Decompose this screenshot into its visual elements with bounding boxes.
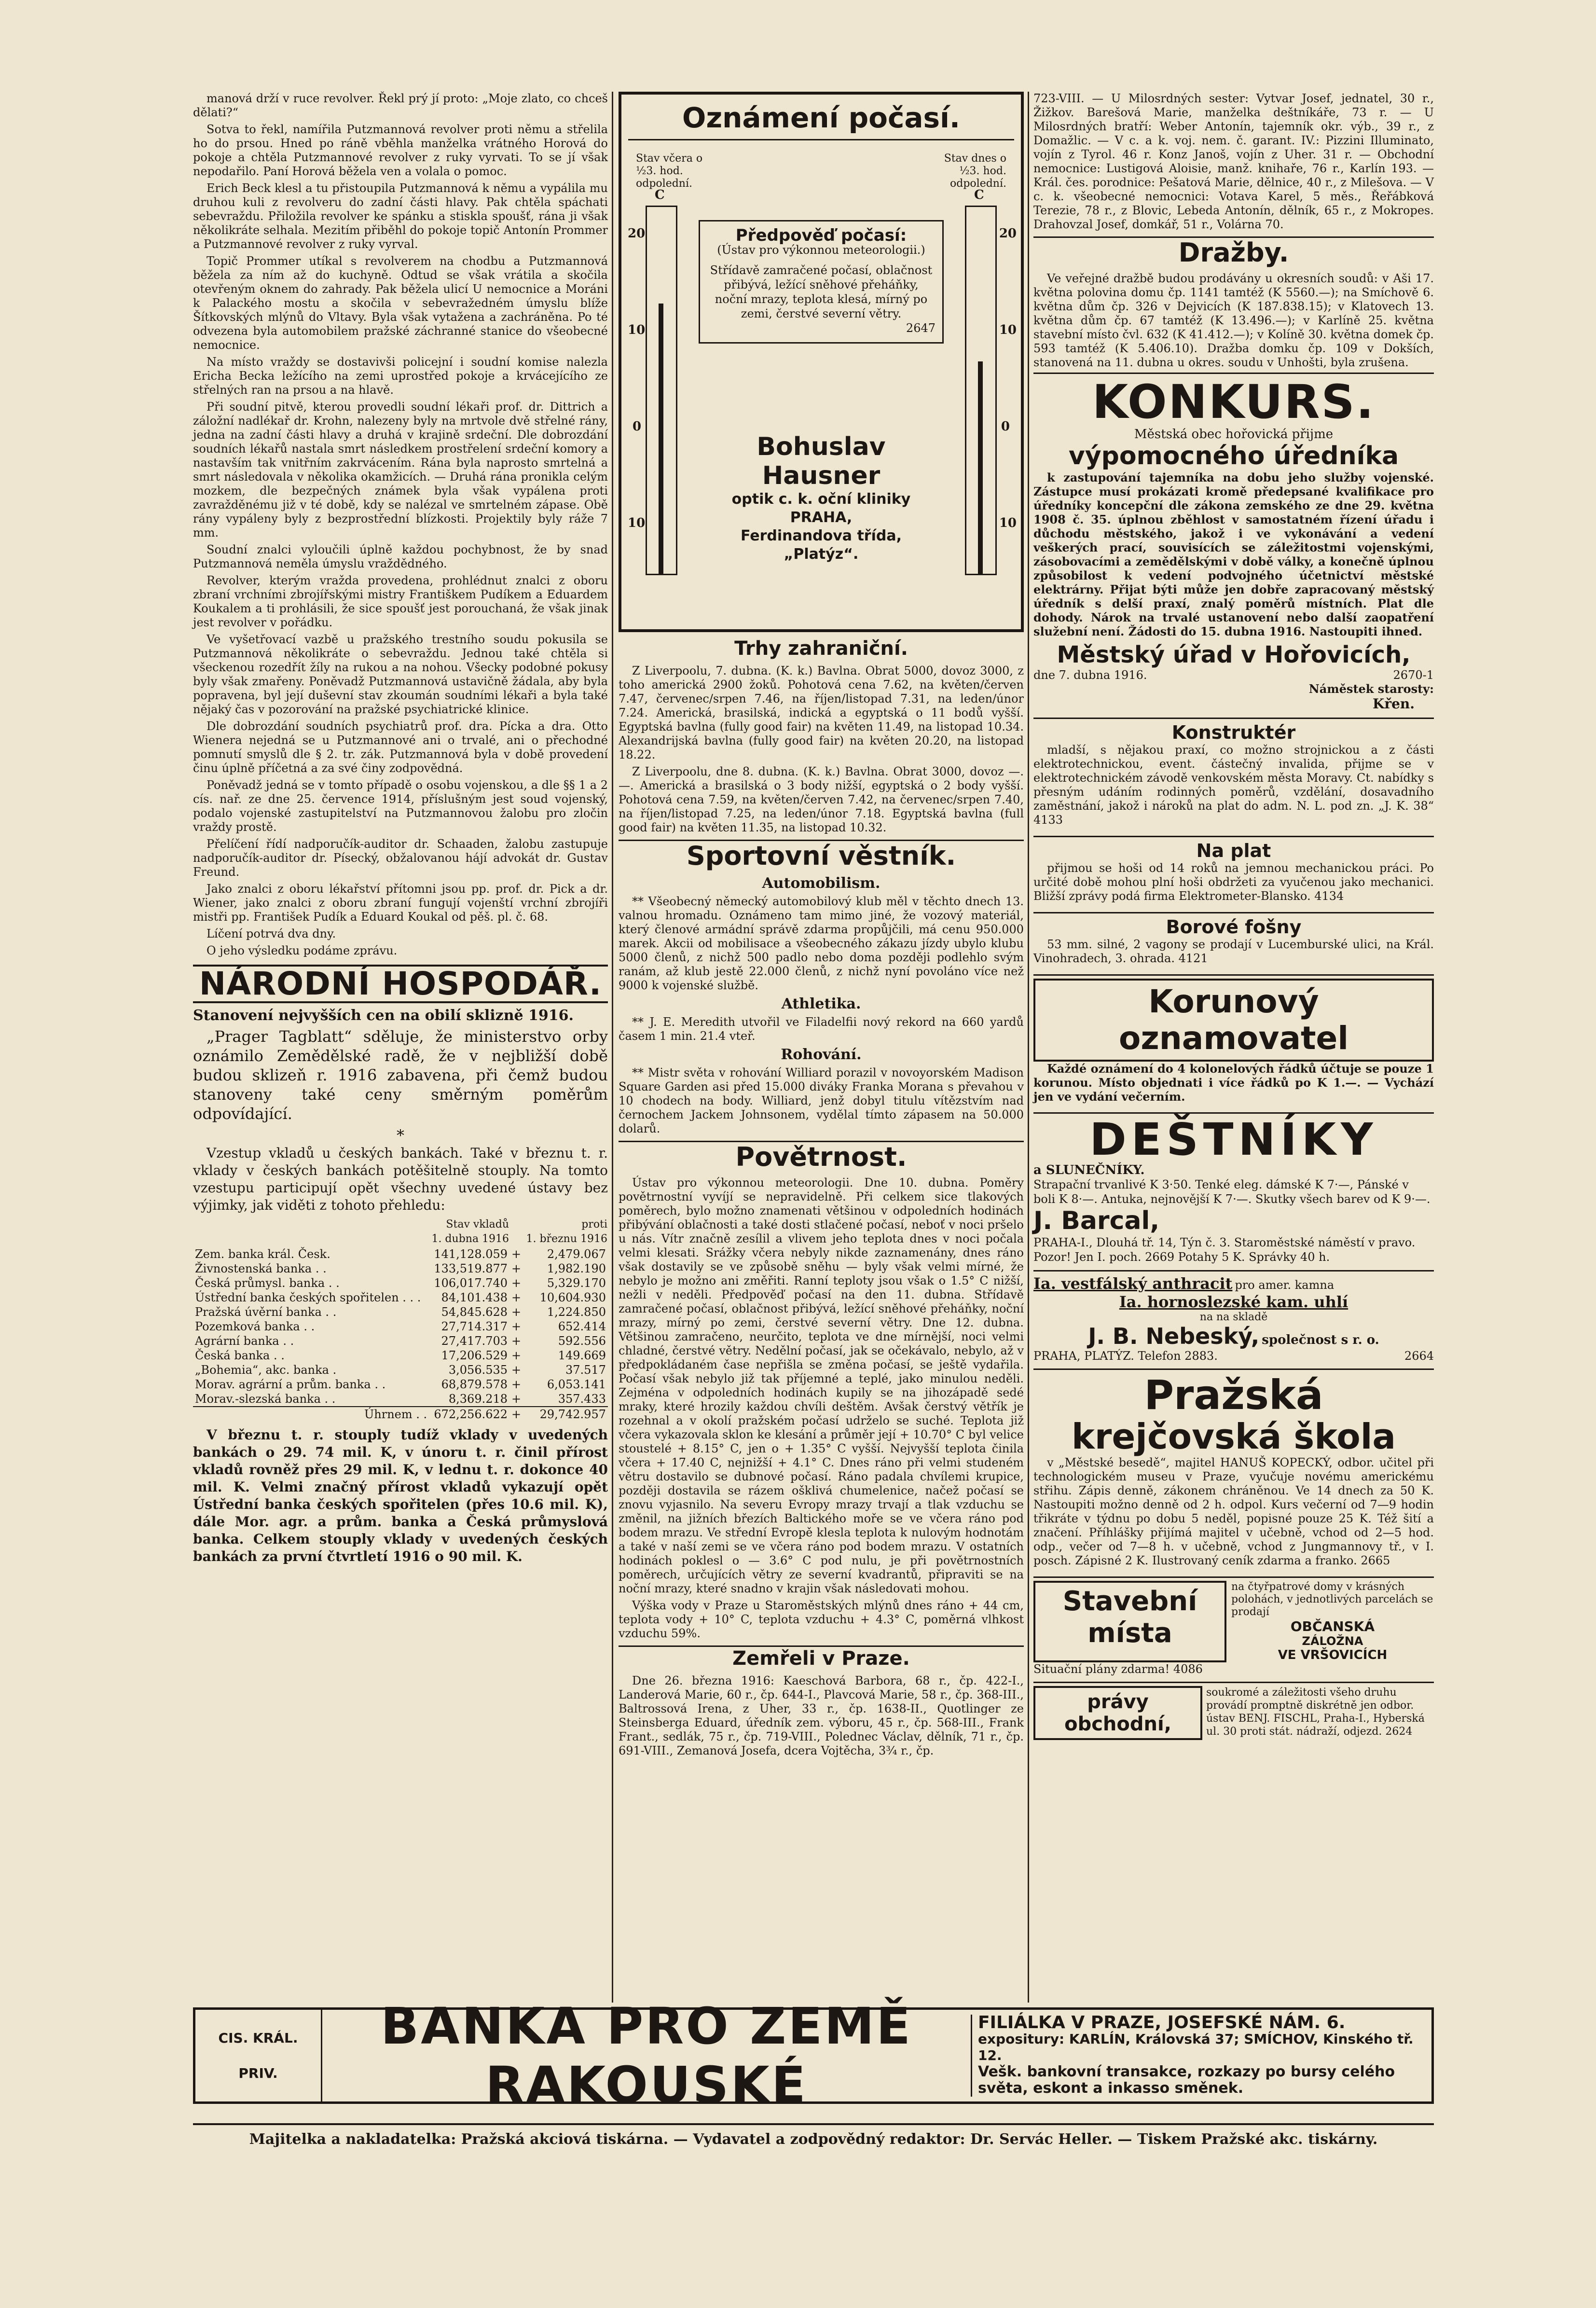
article-paragraph: Přelíčení řídí nadporučík-auditor dr. Schaaden, žalobu zastupuje nadporučík-auditor dr. Písecký, obžalovanou hájí advokát dr. Gustav Freund. <box>193 837 608 879</box>
bank-name: BANKA PRO ZEMĚ RAKOUSKÉ <box>381 1997 912 2115</box>
column-rule <box>1028 92 1029 2003</box>
article-paragraph: v „Městské besedě“, majitel HANUŠ KOPECKÝ, odbor. učitel při technologickém museu v Praze, vyučuje novému americkému střihu. Zápis denně, zákonem chráněnou. Ve 14 dnech za 50 K. Nastoupiti možno denně od 2 h. odpol. Kurs večerní od 7—9 hodin třikráte v týdnu po dobu 5 neděl, popisné pouze 25 K. Též šití a značení. Příhlášky přijímá majitel v učebně, vchod od 2—5 hod. odp., večer od 7—8 h. v učebně, vchod z Jungmannovy tř., v I. posch. Zápisné 2 K. Ilustrovaný ceník zdarma a franko. 2665 <box>1033 1456 1434 1567</box>
forecast-text: Střídavě zamračené počasí, oblačnost přibývá, ležící sněhové přeháňky, noční mrazy, teplota klesá, mírný po zemi, čerstvé severní větry. <box>710 263 933 320</box>
article-paragraph: Dne 26. března 1916: Kaeschová Barbora, 68 r., čp. 422-I., Landerová Marie, 60 r., čp. 644-I., Plavcová Marie, 58 r., čp. 368-III., Baltrossová Irena, z Uher, 33 r., čp. 1638-II., Quotlinger ze Steinsberga Eduard, úředník zem. výboru, 45 r., čp. 568-III., Frank Frant., sedlák, 75 r., čp. 719-VIII., Polednec Václav, dělník, 71 r., čp. 691-VIII., Zemanová Josefa, dcera Vojtěcha, 3¾ r., čp. <box>619 1674 1024 1757</box>
konkurs-subtitle: výpomocného úředníka <box>1068 442 1399 470</box>
table-row: Agrární banka . . 27,417.703 + 592.556 <box>195 1334 606 1348</box>
article-paragraph: mladší, s nějakou praxí, co možno strojnickou a z části elektrotechnickou, event. částečný invalida, přijme se v elektrotechnickém závodě venkovském města Moravy. Ct. nabídky s přesným udáním rodinných poměrů, vzdělání, dosavadního zaměstnání, jakož i nároků na plat do adm. N. L. pod zn. „J. K. 38“ 4133 <box>1033 743 1434 827</box>
table-row: Živnostenská banka . . 133,519.877 + 1,982.190 <box>195 1262 606 1275</box>
article-paragraph: Sotva to řekl, namířila Putzmannová revolver proti němu a střelila ho do prsou. Hned po ráně vběhla manželka vrátného Horová do pokoje a chtěla Putzmannové revolver z ruky vyrvati. To se jí však nepodařilo. Paní Horová běžela ven a volala o pomoc. <box>193 123 608 178</box>
article-paragraph: Z Liverpoolu, 7. dubna. (K. k.) Bavlna. Obrat 5000, dovoz 3000, z toho americká 2900 žoků. Pohotová cena 7.62, na květen/červen 7.47, červenec/srpen 7.46, na říjen/listopad 7.31, na leden/únor 7.24. Americká, brasilská, indická a egyptská o 11 bodů vyšší. Egyptská bavlna (fully good fair) na květen 11.49, na listopad 10.34. Alexandrijská bavlna (fully good fair) na květen 20.20, na listopad 18.22. <box>619 664 1024 761</box>
mercury-column <box>659 304 663 574</box>
table-row: Zem. banka král. Česk. 141,128.059 + 2,479.067 <box>195 1247 606 1261</box>
article-paragraph: Dle dobrozdání soudních psychiatrů prof. dra. Pícka a dra. Otto Wienera nejedná se u Putzmannové ani o trvalé, ani o přechodné pomnutí smyslů dle § 2. tr. zák. Putzmannová byla v době provedení činu úplně příčetná a za své činy zodpovědná. <box>193 719 608 775</box>
column-3 <box>1033 92 1434 1743</box>
article-paragraph: Na místo vraždy se dostavivši policejní i soudní komise nalezla Ericha Becka ležícího na zemi uprostřed pokoje a krvácejícího ze střelných ran na prsou a na hlavě. <box>193 355 608 397</box>
article-paragraph: Soudní znalci vyloučili úplně každou pochybnost, že by snad Putzmannová neměla úmyslu vraždědného. <box>193 543 608 570</box>
section-heading-markets: Trhy zahraniční. <box>734 637 908 660</box>
article-paragraph: Revolver, kterým vražda provedena, prohlédnut znalci z oboru zbraní vrchními zbrojířskými mistry Františkem Pudíkem a Eduardem Koukalem a ti prohlásili, že sice spoušť jest porouchaná, že však jinak jest revolver v pořádku. <box>193 574 608 629</box>
section-heading-economy: NÁRODNÍ HOSPODÁŘ. <box>193 965 608 1003</box>
subheading: Athletika. <box>781 995 861 1012</box>
classified-ad: Borové fošny 53 mm. silné, 2 vagony se prodají v Lucemburské ulici, na Král. Vinohradech, 3. ohrada. 4121 <box>1033 912 1434 971</box>
article-paragraph: Z Liverpoolu, dne 8. dubna. (K. k.) Bavlna. Obrat 3000, dovoz —.—. Americká a brasilská o 3 body nižší, egyptská o 2 body vyšší. Pohotová cena 7.59, na květen/červen 7.42, na červenec/srpen 7.40, na říjen/listopad 7.25, na leden/únor 7.18. Egyptská bavlna (full good fair) na květen 11.35, na listopad 10.32. <box>619 765 1024 834</box>
weather-today-label: Stav dnes o ½3. hod. odpolední. <box>944 152 1006 190</box>
article-title: Stanovení nejvyšších cen na obilí sklizně 1916. <box>193 1007 574 1024</box>
konkurs-office: Městský úřad v Hořovicích, <box>1057 641 1411 668</box>
article-paragraph: 723-VIII. — U Milosrdných sester: Vytvar Josef, jednatel, 30 r., Žižkov. Barešová Marie, manželka deštníkáře, 73 r. — U Milosrdných bratří: Weber Antonín, tajemník okr. výb., 39 r., z Domažlic. — V c. a k. voj. nem. č. garant. IV.: Pizzini Illuminato, vojín z Tyrol. 46 r. Konz Janoš, vojín z Uher. 31 r. — Obchodní nemocnice: Lustigová Aloisie, manž. knihaře, 76 r., Karlín 193. — Král. čes. porodnice: Pešatová Marie, dělnice, 40 r., z Milešova. — V c. k. všeobecné nemocnici: Votava Karel, 5 měs., Řeřábková Terezie, 78 r., z Blovic, Lebeda Antonín, dělník, 65 r., z Mokropes. Drahovzal Josef, domkář, 51 r., Volárna 70. <box>1033 92 1434 231</box>
thermometer-right: C 20 10 0 10 <box>965 206 997 575</box>
classified-ad: Na plat přijmou se hoši od 14 roků na jemnou mechanickou práci. Po určité době mohou plní hoši obdržeti za vyučenou jako mechanici. Bližší zprávy podá firma Elektrometer-Blansko. 4134 <box>1033 836 1434 909</box>
article-paragraph: Ústav pro výkonnou meteorologii. Dne 10. dubna. Poměry povětrnostní vyvíjí se nepravidelně. Při celkem sice tlakových poměrech, bylo možno znamenati většinou v odpoledních hodinách přibývání oblačnosti a také dosti stlačené počasí, neboť v noci pršelo u nás. Vítr značně zesílil a vlivem jeho teplota dnes v noci počala velmi klesati. Srážky včera nebyly nikde zaznamenány, dnes ráno však dostavily se ve způsobě sněhu — byly však velmi mírné, že nebylo je možno ani změřiti. Ranní teploty jsou však o 1.5° C nižší, nežli v neděli. Předpověď počasí na den 11. dubna. Střídavě zamračené počasí, oblačnost přibývá, ležící sněhové přeháňky, noční mrazy, mírný po zemi, čerstvé severní větry. Dne 12. dubna. Většinou zamračeno, neurčito, teplota ve dne mírnější, noci velmi chladné, čerstvé větry. Nedělní počasí, jak se očekávalo, nebylo, až v předpokládaném čase nepřišla se změna počasí, se ještě vydařila. Počasí však nebylo již tak příjemné a teplé, jako minulou neděli. Zejména v odpoledních hodinách kupily se na jihozápadě sedé mraky, které hrozily každou chvíli deštěm. Avšak čerstvý větřík je rozehnal a v okolí pražském počasí udrželo se suché. Teplota již včera vykazovala sklon ke klesání a průměr její + 10.70° C byl velice stoustelé + 8.15° C, jen o + 1.35° C vyšší. Nejvyšší teplota činila včera + 17.40 C, nejnižší + 4.1° C. Dnes ráno při velmi studeném větru dostavilo se dubnové počasí. Ráno padala chvílemi krupice, později dostavila se rázem ošklivá chumelenice, načež počasí se znovu vyjasnilo. Na severu Evropy mrazy trvají a tlak vzduchu se změnil, na jižních březích Baltického moře se ve včera ráno pod bodem mrazu. Ve střední Evropě klesla teplota k nulovým hodnotám a také v naší zemi se ve včera ráno pod bodem mrazu. V ostatních hodinách poklesl o — 3.6° C pod nulu, je při povětrnostních poměrech, určujících větry ze severní kvadrantů, připraviti se na noční mrazy, které snadno v krajin však následovati mohou. <box>619 1176 1024 1595</box>
table-row: Česká banka . . 17,206.529 + 149.669 <box>195 1349 606 1362</box>
column-header: Stav vkladů 1. dubna 1916 <box>431 1218 509 1245</box>
article-paragraph: Topič Prommer utíkal s revolverem na chodbu a Putzmannová běžela za ním až do kuchyně. Odtud se však vrátila a skočila otevřeným oknem do zahrady. Pak běžela ulicí U nemocnice a Moráni k Palackého mostu a skočila v sebevražedném úmyslu blíže Šítkovských mlýnů do Vltavy. Byla však vytažena a zachráněna. Po té odvezena byla automobilem pražské záchranné stanice do všeobecné nemocnice. <box>193 254 608 352</box>
table-row: Morav. agrární a prům. banka . . 68,879.578 + 6,053.141 <box>195 1378 606 1391</box>
article-paragraph: Při soudní pitvě, kterou provedli soudní lékaři prof. dr. Dittrich a záložní nadlékař dr. Krohn, nalezeny byly na mrtvole dvě střelné rány, jedna na zadní části hlavy a druhá v krajině srdeční. Dle dobrozdání soudních lékařů nastala smrt následkem prostřelení srdeční komory a nastavším tak vnitřním zakrvácením. Rána byla naprosto smrtelná a smrt následovala v několika okamžicích. — Druhá rána pronikla celým mozkem, dle bezpečných známek byla však vypálena proti zavražděnému již v té době, kdy se nalézal ve smrtelném zápase. Obě rány vypáleny byly z bezprostřední blízkosti. Projektily byly ráže 7 mm. <box>193 400 608 539</box>
column-2 <box>619 92 1024 1761</box>
article-paragraph: Jako znalci z oboru lékařství přítomni jsou pp. prof. dr. Pick a dr. Wiener, jako znalci z oboru zbraní fungují vojenští vrchní zbrojíři mistři pp. František Pudík a Eduard Koukal od pěš. pl. č. 68. <box>193 882 608 924</box>
article-paragraph: Líčení potrvá dva dny. <box>206 927 336 940</box>
column-1 <box>193 92 608 1568</box>
separator-star: * <box>397 1126 404 1145</box>
weather-box <box>619 92 1024 632</box>
subheading: Rohování. <box>781 1046 862 1063</box>
article-paragraph: Erich Beck klesl a tu přistoupila Putzmannová k němu a vypálila mu druhou kuli z revolveru do zadní části hlavy. Pak chtěla spáchati sebevraždu. Přiložila revolver ke spánku a stiskla spoušť, rána ji však několikráte selhala. Mezitím přiběhl do pokoje topič Antonín Prommer a Putzmannové revolver z ruky vyrval. <box>193 181 608 251</box>
coal-ad: Ia. vestfálský anthracit pro amer. kamna Ia. hornoslezské kam. uhlí na na skladě J. B. Nebeský, společnost s r. o. PRAHA, PLATÝZ. Telefon 2883. 2664 <box>1033 1270 1434 1366</box>
article-paragraph: Ve vyšetřovací vazbě u pražského trestního soudu pokusila se Putzmannová několikráte o sebevraždu. Jednou také chtěla si všeckenou rozedřít žíly na rukou a na nohou. Všecky podobné pokusy byly však zmařeny. Poněvadž Putzmannová ustavičně žádala, aby byla popravena, byl její duševní stav zkoumán soudními lékaři a byla také nějaký čas v pozorování na pražské psychiatrické klinice. <box>193 633 608 716</box>
table-row: Ústřední banka českých spořitelen . . . 84,101.438 + 10,604.930 <box>195 1291 606 1304</box>
building-plots-ad: Stavební místa na čtyřpatrové domy v krásných polohách, v jednotlivých parcelách se prodají OBČANSKÁ ZÁLOŽNA VE VRŠOVICÍCH Situační plány zdarma! 4086 <box>1033 1576 1434 1679</box>
deposits-table <box>193 1217 608 1422</box>
article-paragraph: Ve veřejné dražbě budou prodávány u okresních soudů: v Aši 17. května polovina domu čp. 1141 tamtéž (K 5560.—); na Smíchově 6. května dům čp. 326 v Dejvicích (K 187.838.15); v Klatovech 13. května dům čp. 67 tamtéž (K 13.496.—); v Karlíně 25. května stavební místo čvl. 632 (K 41.412.—); v Kolíně 30. května domek čp. 593 tamtéž (K 5.406.10). Dražba domku čp. 109 v Dokších, stanovená na 11. dubna u okres. soudu v Unhošti, byla zrušena. <box>1033 272 1434 369</box>
konkurs-title: KONKURS. <box>1092 375 1376 429</box>
section-heading-deaths: Zemřeli v Praze. <box>619 1645 1024 1670</box>
weather-yesterday-label: Stav včera o ½3. hod. odpolední. <box>636 152 703 190</box>
forecast-title: Předpověď počasí: <box>735 226 907 245</box>
article-paragraph: O jeho výsledku podáme zprávu. <box>206 944 398 957</box>
korunovy-oznamovatel: Korunový oznamovatel Každé oznámení do 4 kolonelových řádků účtuje se pouze 1 korunou. Místo objednati i více řádků po K 1.—. — Vychází jen ve vydání večerním. <box>1033 974 1434 1109</box>
mercury-column <box>978 361 983 574</box>
imprint-footer: Majitelka a nakladatelka: Pražská akciová tiskárna. — Vydavatel a zodpovědný redaktor: Dr. Servác Heller. — Tiskem Pražské akc. tiskárny. <box>193 2123 1434 2148</box>
forecast-box <box>699 220 944 344</box>
article-paragraph: Poněvadž jedná se v tomto případě o osobu vojenskou, a dle §§ 1 a 2 cís. nař. ze dne 25. července 1914, příslušným jest soud vojenský, podalo vojenské zastupitelství na Putzmannovou žalobu pro zločin vraždy prostě. <box>193 778 608 834</box>
article-paragraph: „Prager Tagblatt“ sděluje, že ministerstvo orby oznámilo Zemědělské radě, že v nejbližší době budou sklizeň r. 1916 zabavena, při čemž budou stanoveny také ceny směrným poměrům odpovídající. <box>193 1027 608 1123</box>
article-paragraph: Každé oznámení do 4 kolonelových řádků účtuje se pouze 1 korunou. Místo objednati i více řádků po K 1.—. — Vychází jen ve vydání večerním. <box>1033 1062 1434 1104</box>
article-paragraph: Vzestup vkladů u českých bankách. Také v březnu t. r. vklady v českých bankách potěšitelně stouply. Na tomto vzestupu participují opět všechny uvedené ústavy bez výjimky, jak viděti z tohoto přehledu: <box>193 1145 608 1213</box>
optician-name: Bohuslav Hausner <box>757 432 886 490</box>
table-total-row: Úhrnem . . 672,256.622 + 29,742.957 <box>193 1407 608 1422</box>
table-row: Pražská úvěrní banka . . 54,845.628 + 1,224.850 <box>195 1305 606 1319</box>
tailoring-school-ad: Pražská krejčovská škola v „Městské besedě“, majitel HANUŠ KOPECKÝ, odbor. učitel při technologickém museu v Praze, vyučuje novému americkému střihu. Zápis denně, zákonem chráněnou. Ve 14 dnech za 50 K. Nastoupiti možno denně od 2 h. odpol. Kurs večerní od 7—9 hodin třikráte v týdnu po dobu 5 neděl, popisné pouze 25 K. Též šití a značení. Příhlášky přijímá majitel v učebně, vchod od 2—5 hod. odp., večer od 7—8 h. v učebně, vchod z Jungmannovy tř., v I. posch. Zápisné 2 K. Ilustrovaný ceník zdarma a franko. 2665 <box>1033 1368 1434 1574</box>
table-row: Morav.-slezská banka . . 8,369.218 + 357.433 <box>195 1392 606 1406</box>
forecast-institute: (Ústav pro výkonnou meteorologii.) <box>717 243 925 257</box>
weather-title: Oznámení počasí. <box>628 101 1014 140</box>
article-paragraph: manová drží v ruce revolver. Řekl prý jí proto: „Moje zlato, co chceš dělati?“ <box>193 92 608 119</box>
column-header: proti 1. březnu 1916 <box>526 1218 607 1245</box>
classified-ad: Konstruktér mladší, s nějakou praxí, co možno strojnickou a z části elektrotechnickou, event. částečný invalida, přijme se v elektrotechnickém závodě venkovském města Moravy. Ct. nabídky s přesným udáním rodinných poměrů, vzdělání, dosavadního zaměstnání, jakož i nároků na plat do adm. N. L. pod zn. „J. K. 38“ 4133 <box>1033 718 1434 833</box>
column-rule <box>612 92 613 2003</box>
table-row: Česká průmysl. banka . . 106,017.740 + 5,329.170 <box>195 1276 606 1290</box>
article-paragraph: k zastupování tajemníka na dobu jeho služby vojenské. Zástupce musí prokázati kromě předepsané kvalifikace pro úředníky koncepční dle zákona zemského ze dne 29. května 1908 č. 35. úplnou zběhlost v samostatném řízení úřadu i důchodu městského, jakož i ve vykonávání a vedení veškerých prací, souvisících se záležitostmi vojenskými, zásobovacími a zemědělskými v době války, a konečně úplnou způsobilost k vedení podvojného účetnictví městské elektrárny. Přijat býti může jen dobře zapracovaný městský úředník s delší praxí, znalý poměrů místních. Plat dle dohody. Nárok na trvalé ustanovení nebo další zaopatření služební není. Žádosti do 15. dubna 1916. Nastoupiti ihned. <box>1033 470 1434 638</box>
table-row: „Bohemia“, akc. banka . 3,056.535 + 37.517 <box>195 1363 606 1377</box>
section-heading-weather: Povětrnost. <box>619 1141 1024 1172</box>
umbrella-ad: DEŠTNÍKY a SLUNEČNÍKY. Strapační trvanlivé K 3·50. Tenké eleg. dámské K 7·—, Pánské v boli K 8·—. Antuka, nejnovější K 7·—. Skutky všech barev od K 9·—. J. Barcal, PRAHA-I., Dlouhá tř. 14, Týn č. 3. Staroměstské náměstí v pravo. Pozor! Jen I. poch. 2669 Potahy 5 K. Správky 40 h. <box>1033 1112 1434 1267</box>
article-paragraph: přijmou se hoši od 14 roků na jemnou mechanickou práci. Po určité době mohou plní hoši obdržeti za vyučenou jako mechanici. Bližší zprávy podá firma Elektrometer-Blansko. 4134 <box>1033 861 1434 903</box>
murder-article <box>193 92 608 958</box>
optician-ad: Bohuslav Hausner optik c. k. oční kliniky PRAHA, Ferdinandova třída, „Platýz“. <box>699 432 944 564</box>
article-paragraph: Výška vody v Praze u Staroměstských mlýnů dnes ráno + 44 cm, teplota vody + 10° C, teplota vzduchu + 4.3° C, poměrná vlhkost vzduchu 59%. <box>619 1599 1024 1640</box>
article-paragraph: ** J. E. Meredith utvořil ve Filadelfii nový rekord na 660 yardů časem 1 min. 21.4 vteř. <box>619 1015 1024 1043</box>
business-law-ad: právy obchodní, soukromé a záležitosti všeho druhu provádí promptně diskrétně jen odbor. ústav BENJ. FISCHL, Praha-I., Hyberská ul. 30 proti stát. nádraží, odjezd. 2624 <box>1033 1682 1434 1743</box>
article-paragraph: V březnu t. r. stouply tudíž vklady v uvedených bankách o 29. 74 mil. K, v únoru t. r. činil přírost vkladů rovněž přes 29 mil. K, v lednu t. r. dokonce 40 mil. K. Velmi značný přírost vkladů vykazují opět Ústřední banka českých spořitelen (přes 10.6 mil. K), dále Mor. agr. a prům. banka a Česká průmyslová banka. Celkem stouply vklady v uvedených českých bankách za první čtvrtletí 1916 o 90 mil. K. <box>193 1427 608 1564</box>
article-paragraph: ** Všeobecný německý automobilový klub měl v těchto dnech 13. valnou hromadu. Oznámeno tam mimo jiné, že vozový materiál, který členové armádní správě zdarma propůjčili, má cenu 950.000 marek. Akcii od mobilisace a všeobecného zákazu jízdy ubylo klubu 5000 členů, z nichž 500 padlo nebo doma později podlehlo svým ranám, až klub jestě 22.000 členů, z nichž nyní povoláno více než 9000 k vojenské službě. <box>619 895 1024 992</box>
forecast-number: 2647 <box>906 321 936 335</box>
article-paragraph: ** Mistr světa v rohování Williard porazil v novoyorském Madison Square Garden asi před 15.000 diváky Franka Morana s převahou v 10 chodech na body. Williard, jenž dobyl titulu vítězstvím nad černochem Jackem Johnsonem, vydělal tímto zápasem na 50.000 dolarů. <box>619 1066 1024 1135</box>
subheading: Automobilism. <box>762 875 881 892</box>
article-paragraph: 53 mm. silné, 2 vagony se prodají v Lucemburské ulici, na Král. Vinohradech, 3. ohrada. 4121 <box>1033 938 1434 965</box>
konkurs-ad: KONKURS. Městská obec hořovická přijme výpomocného úředníka k zastupování tajemníka na dobu jeho služby vojenské. Zástupce musí prokázati kromě předepsané kvalifikace pro úředníky koncepční dle zákona zemského ze dne 29. května 1908 č. 35. úplnou zběhlost v samostatném řízení úřadu i důchodu městského, jakož i ve vykonávání a vedení veškerých prací, souvisících se záležitostmi vojenskými, zásobovacími a zemědělskými v době války, a konečně úplnou způsobilost k vedení podvojného účetnictví městské elektrárny. Přijat býti může jen dobře zapracovaný městský úředník s delší praxí, znalý poměrů místních. Plat dle dohody. Nárok na trvalé ustanovení nebo další zaopatření služební není. Žádosti do 15. dubna 1916. Nastoupiti ihned. Městský úřad v Hořovicích, dne 7. dubna 1916. 2670-1 Náměstek starosty: Křen. <box>1033 373 1434 715</box>
bank-banner: CIS. KRÁL. PRIV. BANKA PRO ZEMĚ RAKOUSKÉ FILIÁLKA V PRAZE, JOSEFSKÉ NÁM. 6. expositury: KARLÍN, Královská 37; SMÍCHOV, Kinského tř. 12. Vešk. bankovní transakce, rozkazy po bursy celého světa, eskont a inkasso směnek. <box>193 2007 1434 2104</box>
thermometer-left: C 20 10 0 10 <box>646 206 677 575</box>
table-row: Pozemková banka . . 27,714.317 + 652.414 <box>195 1320 606 1333</box>
section-heading-sport: Sportovní věstník. <box>619 840 1024 871</box>
section-heading-auctions: Dražby. <box>1033 236 1434 268</box>
table-header <box>193 1217 608 1247</box>
